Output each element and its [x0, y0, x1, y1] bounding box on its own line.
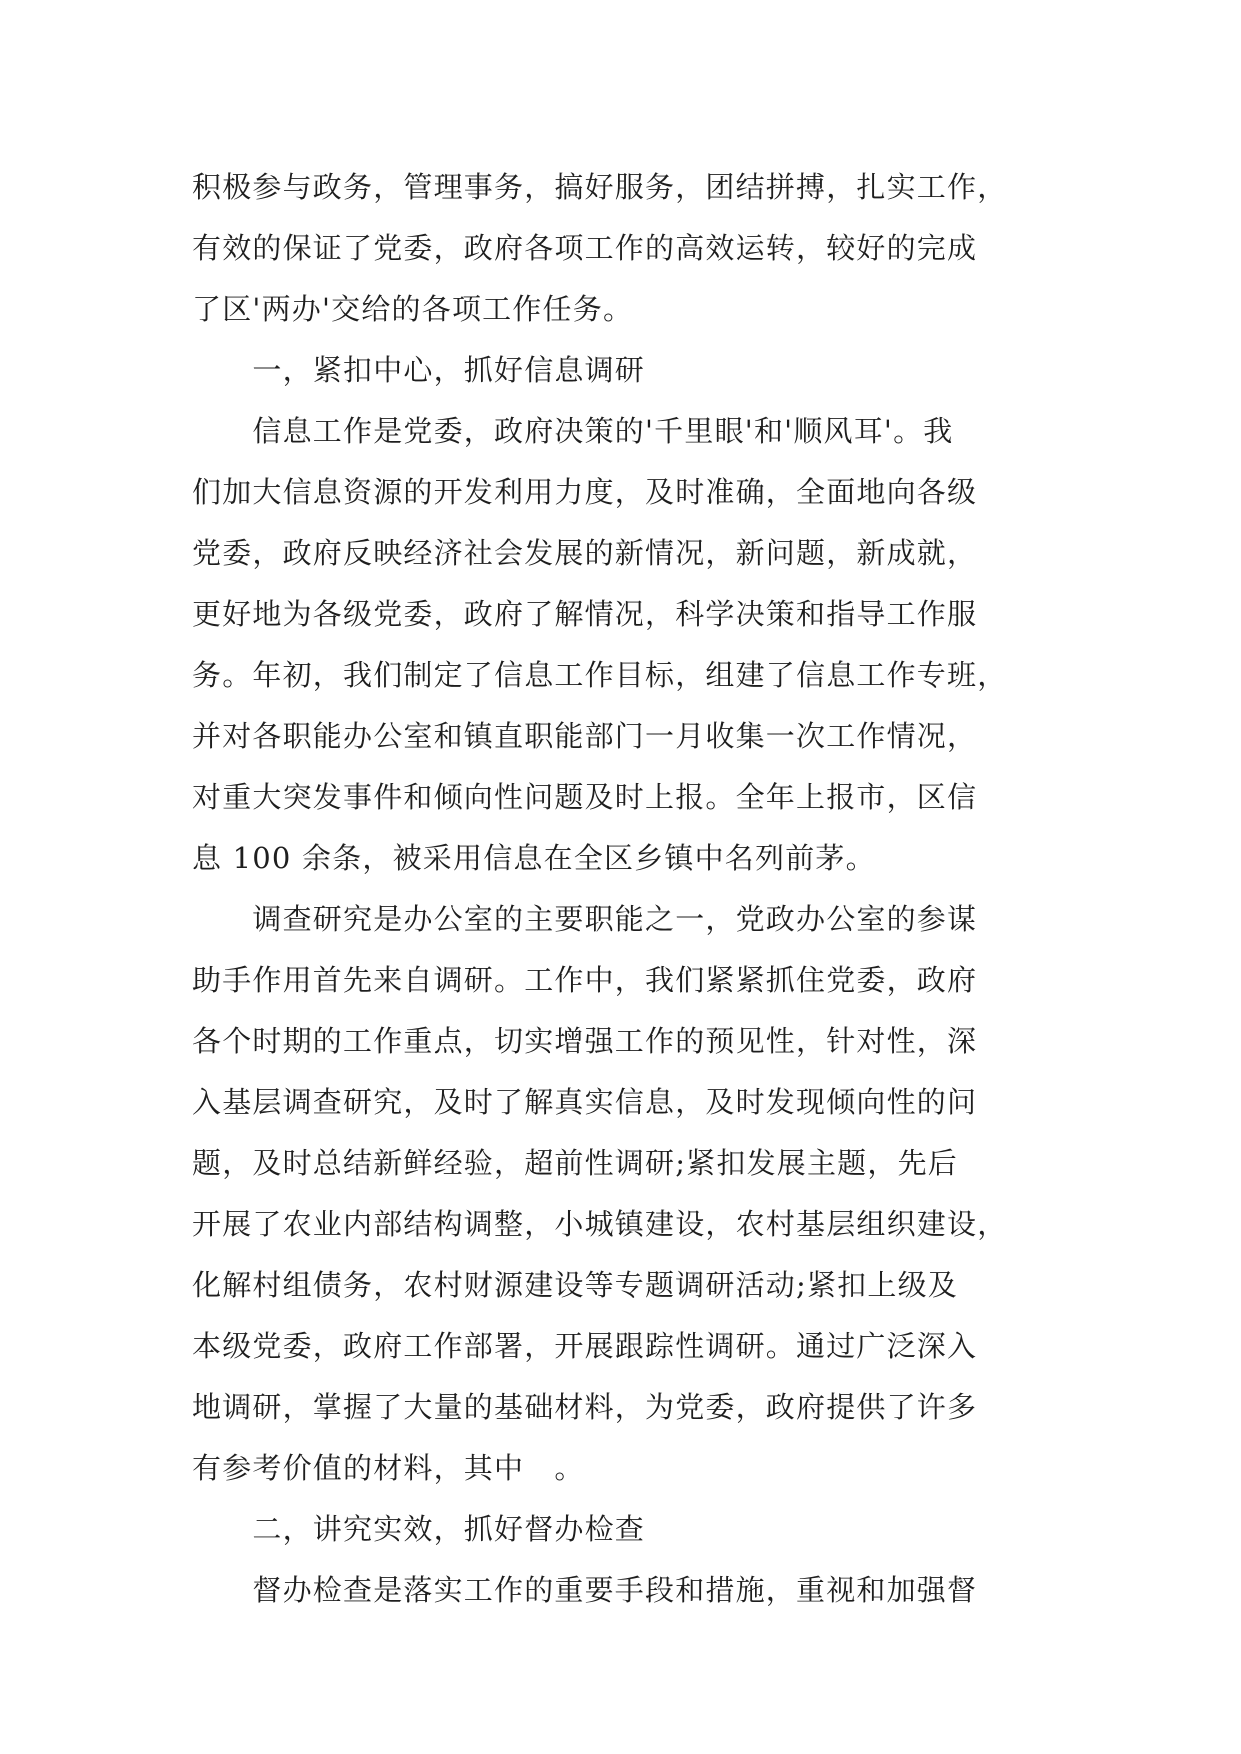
section-heading: 二，讲究实效，抓好督办检查	[192, 1512, 646, 1546]
text-line: 息 100 余条，被采用信息在全区乡镇中名列前茅。	[192, 841, 876, 875]
text-line: 信息工作是党委，政府决策的'千里眼'和'顺风耳'。我	[192, 414, 954, 448]
text-line: 对重大突发事件和倾向性问题及时上报。全年上报市，区信	[192, 780, 978, 814]
text-line: 们加大信息资源的开发利用力度，及时准确，全面地向各级	[192, 475, 978, 509]
text-line: 督办检查是落实工作的重要手段和措施，重视和加强督	[192, 1573, 978, 1607]
text-line: 积极参与政务，管理事务，搞好服务，团结拼搏，扎实工作，	[192, 170, 1008, 204]
text-line: 各个时期的工作重点，切实增强工作的预见性，针对性，深	[192, 1024, 978, 1058]
text-line: 地调研，掌握了大量的基础材料，为党委，政府提供了许多	[192, 1390, 978, 1424]
text-line: 助手作用首先来自调研。工作中，我们紧紧抓住党委，政府	[192, 963, 978, 997]
text-line: 入基层调查研究，及时了解真实信息，及时发现倾向性的问	[192, 1085, 978, 1119]
text-line: 有参考价值的材料，其中 。	[192, 1451, 585, 1485]
text-line: 并对各职能办公室和镇直职能部门一月收集一次工作情况，	[192, 719, 978, 753]
section-heading: 一，紧扣中心，抓好信息调研	[192, 353, 646, 387]
document-body	[192, 157, 1072, 1621]
text-line: 党委，政府反映经济社会发展的新情况，新问题，新成就，	[192, 536, 978, 570]
text-line: 开展了农业内部结构调整，小城镇建设，农村基层组织建设，	[192, 1207, 1008, 1241]
text-line: 更好地为各级党委，政府了解情况，科学决策和指导工作服	[192, 597, 978, 631]
text-line: 题，及时总结新鲜经验，超前性调研;紧扣发展主题，先后	[192, 1146, 958, 1180]
text-line: 务。年初，我们制定了信息工作目标，组建了信息工作专班，	[192, 658, 1008, 692]
text-line: 有效的保证了党委，政府各项工作的高效运转，较好的完成	[192, 231, 978, 265]
text-line: 本级党委，政府工作部署，开展跟踪性调研。通过广泛深入	[192, 1329, 978, 1363]
text-line: 化解村组债务，农村财源建设等专题调研活动;紧扣上级及	[192, 1268, 958, 1302]
text-line: 调查研究是办公室的主要职能之一，党政办公室的参谋	[192, 902, 978, 936]
text-line: 了区'两办'交给的各项工作任务。	[192, 292, 634, 326]
